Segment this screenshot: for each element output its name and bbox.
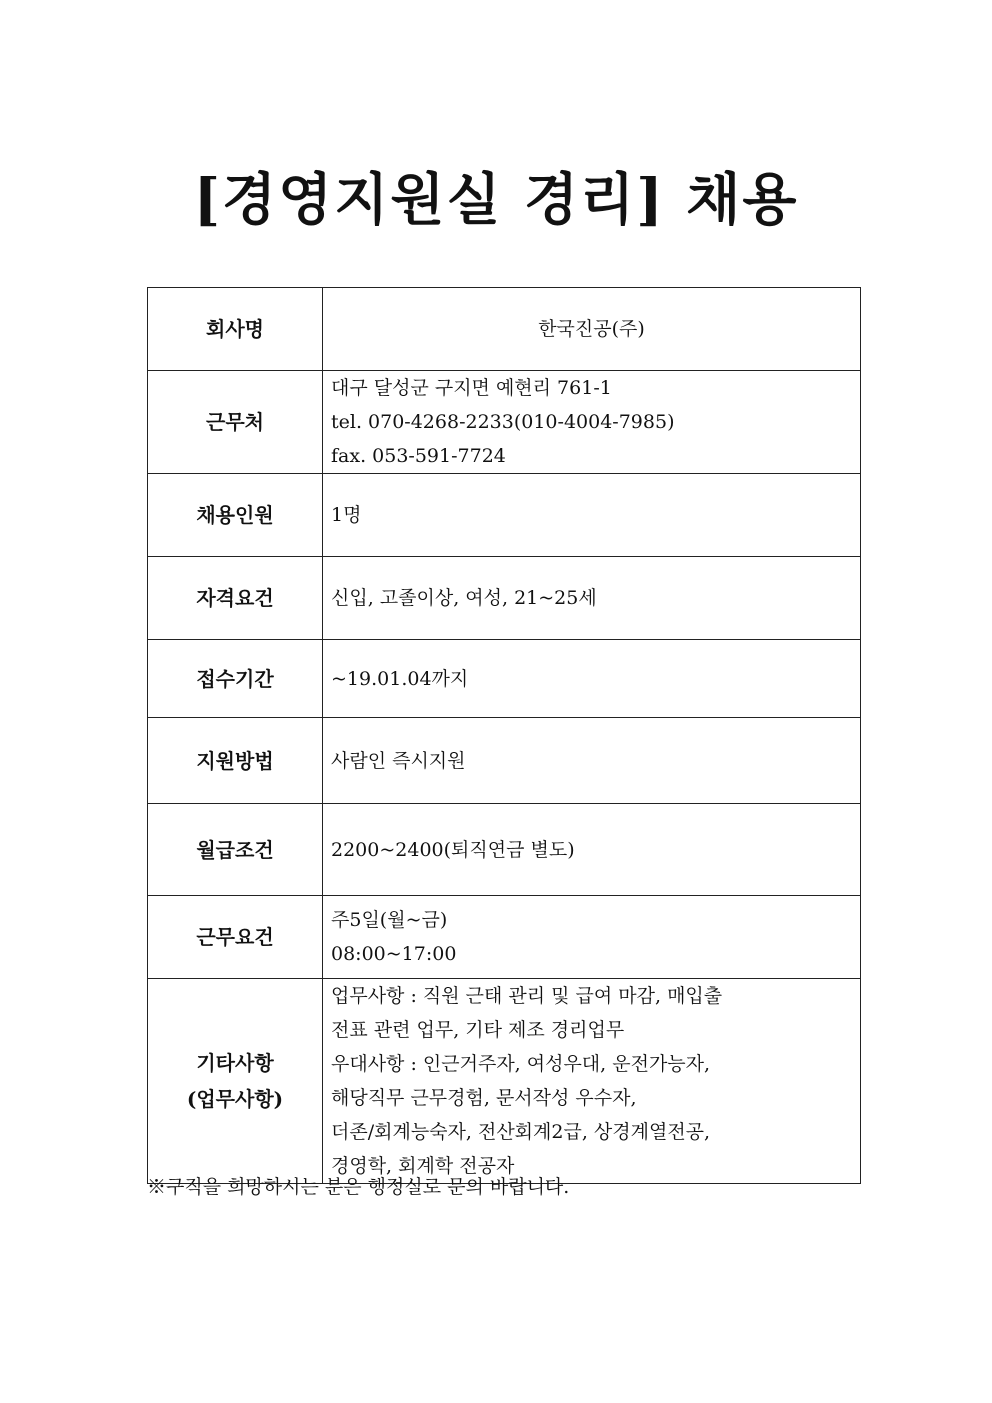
table-row-application-period [148,640,861,718]
salary-value: 2200~2400(퇴직연금 별도) [331,838,575,861]
row-label-text: 지원방법 [196,748,274,773]
table-row-salary [148,804,861,896]
row-label-text: 월급조건 [196,837,274,862]
row-value [323,979,861,1184]
preferences-line: 우대사항 : 인근거주자, 여성우대, 운전가능자, [331,1053,711,1075]
row-value [323,288,861,371]
row-label-subtext: (업무사항) [186,1087,284,1111]
table-row-working-conditions [148,896,861,979]
row-label [148,896,323,979]
table-row-application-method [148,718,861,804]
row-label [148,371,323,474]
page-title: [경영지원실 경리] 채용 [193,167,799,233]
row-label-text: 자격요건 [196,586,274,610]
row-value [323,718,861,804]
row-label-text: 채용인원 [196,503,274,527]
duties-line: 전표 관련 업무, 기타 제조 경리업무 [331,1019,625,1041]
row-label-text: 근무처 [206,410,264,434]
table-row-headcount [148,474,861,557]
duties-line: 업무사항 : 직원 근태 관리 및 급여 마감, 매입출 [331,985,723,1007]
row-label [148,718,323,804]
workplace-address: 대구 달성군 구지면 예현리 761-1 [331,377,612,399]
row-value [323,640,861,718]
table-row-qualifications [148,557,861,640]
row-value [323,371,861,474]
row-label [148,557,323,640]
table-row-other [148,979,861,1184]
workplace-phone: tel. 070-4268-2233(010-4004-7985) [331,411,675,433]
working-hours: 08:00~17:00 [331,943,457,965]
headcount-value: 1명 [331,504,362,526]
preferences-line: 경영학, 회계학 전공자 [331,1155,515,1177]
row-value [323,804,861,896]
qualifications-value: 신입, 고졸이상, 여성, 21~25세 [331,587,597,609]
application-method-value: 사람인 즉시지원 [331,749,466,772]
application-period-value: ~19.01.04까지 [331,667,469,690]
company-name: 한국진공(주) [538,318,645,340]
row-label [148,979,323,1184]
row-label [148,288,323,371]
row-label [148,640,323,718]
preferences-line: 해당직무 근무경험, 문서작성 우수자, [331,1087,637,1109]
table-row-company [148,288,861,371]
row-value [323,557,861,640]
footnote: ※구직을 희망하시는 분은 행정실로 문의 바랍니다. [147,1176,570,1198]
row-label-text: 근무요건 [196,925,274,949]
row-label [148,474,323,557]
row-label-text: 회사명 [206,317,264,341]
working-days: 주5일(월~금) [331,909,448,931]
row-label-text: 기타사항 [196,1051,274,1075]
job-posting-table [147,287,861,1184]
row-value [323,896,861,979]
row-value [323,474,861,557]
row-label-text: 접수기간 [196,666,274,691]
workplace-fax: fax. 053-591-7724 [331,445,506,467]
row-label [148,804,323,896]
preferences-line: 더존/회계능숙자, 전산회계2급, 상경계열전공, [331,1121,711,1143]
table-row-workplace [148,371,861,474]
